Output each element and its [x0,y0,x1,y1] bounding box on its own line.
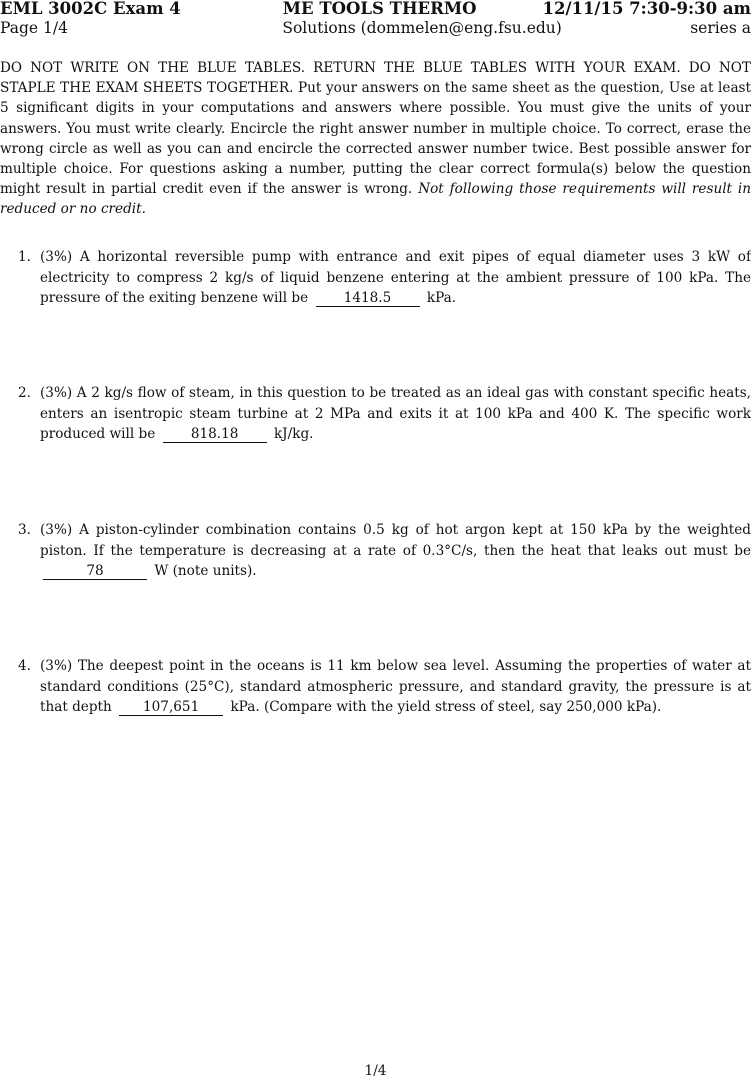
answer-blank: 107,651 [119,700,223,716]
question-3 [18,520,751,582]
question-2 [18,383,751,445]
course-code: EML 3002C Exam 4 [0,0,181,18]
question-number: 2. [18,385,31,401]
question-text: (3%) A piston-cylinder combination contains 0.5 kg of hot argon kept at 150 kPa by the weighted piston. If the temperature is decreasing at a rate of 0.3°C/s, then the heat that leaks out must be [40,522,751,559]
question-text: (3%) The deepest point in the oceans is 11 km below sea level. Assuming the properties of water at standard conditions (25°C), standard atmospheric pressure, and standard gravity, the pressure is at that depth [40,658,751,716]
page-indicator: Page 1/4 [0,19,68,37]
header-second-row [0,19,751,37]
question-number: 3. [18,522,31,538]
answer-blank: 1418.5 [316,291,420,307]
question-units: W (note units). [154,563,257,580]
question-units: kPa. (Compare with the yield stress of steel, say 250,000 kPa). [230,699,662,716]
question-number: 1. [18,249,31,265]
header-top-row [0,0,751,18]
exam-title: ME TOOLS THERMO [282,0,477,18]
page-footer: 1/4 [364,1063,387,1079]
exam-instructions [0,58,751,220]
answer-blank: 78 [43,564,147,580]
exam-datetime: 12/11/15 7:30-9:30 am [542,0,751,18]
answer-blank: 818.18 [163,427,267,443]
instructions-warning: Not following those requirements will result in reduced or no credit. [0,181,751,218]
question-1 [18,247,751,309]
series-label: series a [690,19,751,37]
instructions-text: DO NOT WRITE ON THE BLUE TABLES. RETURN THE BLUE TABLES WITH YOUR EXAM. DO NOT STAPLE THE EXAM SHEETS TOGETHER. Put your answers on the same sheet as the question, Use at least 5 significant digits in your computations and answers where possible. You must give the units of your answers. You must write clearly. Encircle the right answer number in multiple choice. To correct, erase the wrong circle as well as you can and encircle the corrected answer number twice. Best possible answer for multiple choice. For questions asking a number, putting the clear correct formula(s) below the question might result in partial credit even if the answer is wrong. [0,60,751,198]
question-4 [18,656,751,718]
question-number: 4. [18,658,31,674]
question-units: kJ/kg. [273,426,314,443]
question-units: kPa. [426,290,457,307]
question-text: (3%) A 2 kg/s flow of steam, in this question to be treated as an ideal gas with constant specific heats, enters an isentropic steam turbine at 2 MPa and exits it at 100 kPa and 400 K. The specific work produced will be [40,385,751,443]
question-text: (3%) A horizontal reversible pump with entrance and exit pipes of equal diameter uses 3 kW of electricity to compress 2 kg/s of liquid benzene entering at the ambient pressure of 100 kPa. The pressure of the exiting benzene will be [40,249,751,307]
solutions-label: Solutions (dommelen@eng.fsu.edu) [282,19,562,37]
